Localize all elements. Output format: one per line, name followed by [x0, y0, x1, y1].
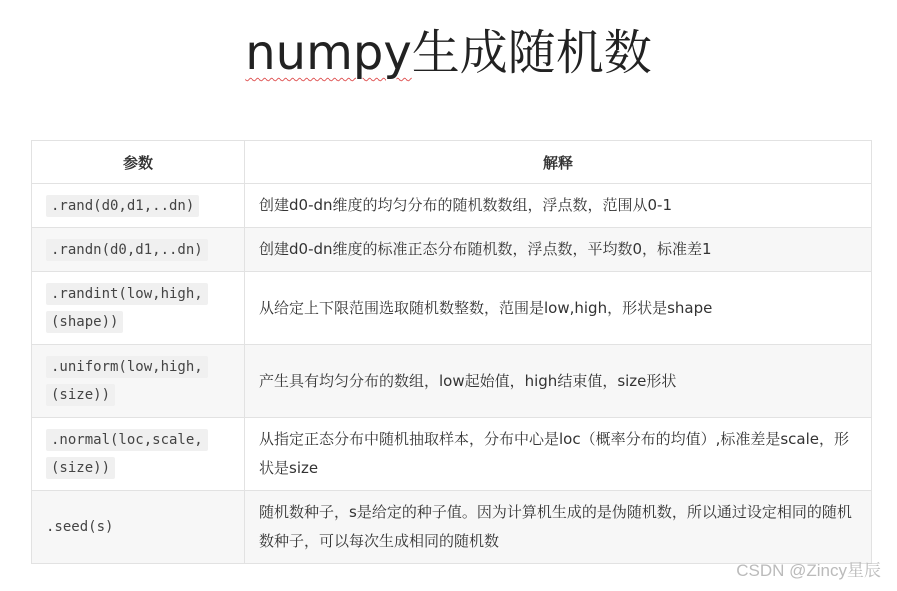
param-cell [32, 418, 245, 491]
param-cell [32, 272, 245, 345]
param-code: .rand(d0,d1,..dn) [46, 195, 199, 217]
params-table [31, 140, 872, 564]
desc-cell: 产生具有均匀分布的数组，low起始值，high结束值，size形状 [245, 345, 872, 418]
param-code: .randn(d0,d1,..dn) [46, 239, 208, 261]
header-desc: 解释 [245, 141, 872, 184]
param-code: .seed(s) [46, 519, 114, 535]
param-code: .randint(low,high,(shape)) [46, 283, 208, 333]
desc-cell: 从指定正态分布中随机抽取样本，分布中心是loc（概率分布的均值）,标准差是scale，形状是size [245, 418, 872, 491]
desc-cell: 创建d0-dn维度的标准正态分布随机数，浮点数，平均数0，标准差1 [245, 228, 872, 272]
param-cell [32, 228, 245, 272]
param-cell [32, 345, 245, 418]
desc-cell: 从给定上下限范围选取随机数整数，范围是low,high，形状是shape [245, 272, 872, 345]
table-row [32, 228, 872, 272]
desc-cell: 随机数种子，s是给定的种子值。因为计算机生成的是伪随机数，所以通过设定相同的随机数种子，可以每次生成相同的随机数 [245, 491, 872, 564]
table-row [32, 345, 872, 418]
table-row [32, 184, 872, 228]
title-cjk: 生成随机数 [411, 25, 652, 81]
table-row [32, 418, 872, 491]
desc-cell: 创建d0-dn维度的均匀分布的随机数数组，浮点数，范围从0-1 [245, 184, 872, 228]
table-header-row [32, 141, 872, 184]
param-code: .uniform(low,high,(size)) [46, 356, 208, 406]
table-row [32, 272, 872, 345]
param-cell [32, 491, 245, 564]
page-title [0, 14, 897, 83]
title-latin: numpy [245, 25, 412, 81]
table-row [32, 491, 872, 564]
param-code: .normal(loc,scale,(size)) [46, 429, 208, 479]
param-cell [32, 184, 245, 228]
watermark: CSDN @Zincy星辰 [736, 561, 881, 580]
header-param: 参数 [32, 141, 245, 184]
